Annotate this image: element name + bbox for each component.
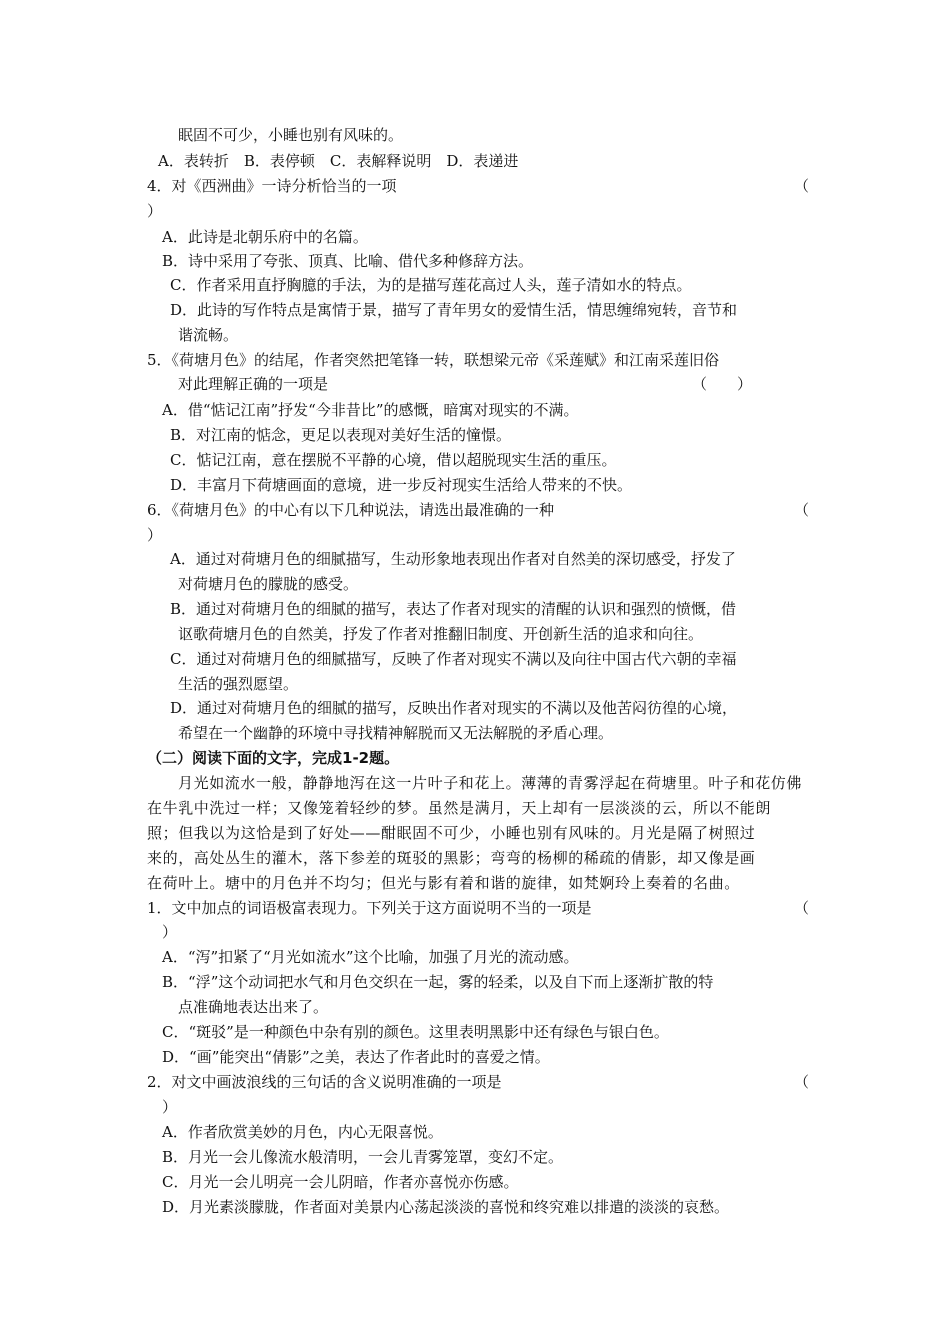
p1-option-c: C．“斑驳”是一种颜色中杂有别的颜色。这里表明黑影中还有绿色与银白色。 — [162, 1023, 669, 1041]
q6-answer-paren-open: （ — [794, 501, 810, 519]
p2-answer-paren-close: ） — [162, 1098, 178, 1116]
q6-option-d-line2: 希望在一个幽静的环境中寻找精神解脱而又无法解脱的矛盾心理。 — [178, 724, 614, 742]
p1-option-b-line2: 点准确地表达出来了。 — [178, 998, 329, 1016]
p2-option-a: A．作者欣赏美妙的月色，内心无限喜悦。 — [162, 1123, 443, 1141]
p2-stem: 2．对文中画波浪线的三句话的含义说明准确的一项是 — [147, 1073, 502, 1091]
p2-option-c: C．月光一会儿明亮一会儿阴暗，作者亦喜悦亦伤感。 — [162, 1173, 519, 1191]
q4-stem: 4．对《西洲曲》一诗分析恰当的一项 — [147, 177, 397, 195]
p2-answer-paren-open: （ — [794, 1073, 810, 1091]
q6-option-b-line1: B．通过对荷塘月色的细腻的描写，表达了作者对现实的清醒的认识和强烈的愤慨，借 — [170, 600, 737, 618]
section-heading: （二）阅读下面的文字，完成1-2题。 — [147, 749, 400, 767]
p2-option-d: D．月光素淡朦胧，作者面对美景内心荡起淡淡的喜悦和终究难以排遣的淡淡的哀愁。 — [162, 1198, 730, 1216]
q4-option-c: C．作者采用直抒胸臆的手法，为的是描写莲花高过人头，莲子清如水的特点。 — [170, 276, 692, 294]
q4-option-d-line2: 谐流畅。 — [178, 326, 239, 344]
p1-option-b-line1: B．“浮”这个动词把水气和月色交织在一起，雾的轻柔，以及自下而上逐渐扩散的特 — [162, 973, 714, 991]
quote-tail: 眠固不可少，小睡也别有风味的。 — [178, 126, 404, 144]
q4-answer-paren-close: ） — [147, 202, 163, 220]
q5-option-d: D．丰富月下荷塘画面的意境，进一步反衬现实生活给人带来的不快。 — [170, 476, 633, 494]
q5-option-b: B．对江南的惦念，更足以表现对美好生活的憧憬。 — [170, 426, 512, 444]
q6-option-d-line1: D．通过对荷塘月色的细腻的描写，反映出作者对现实的不满以及他苦闷彷徨的心境， — [170, 699, 738, 717]
p2-option-b: B．月光一会儿像流水般清明，一会儿青雾笼罩，变幻不定。 — [162, 1148, 564, 1166]
p1-option-d: D．“画”能突出“倩影”之美，表达了作者此时的喜爱之情。 — [162, 1048, 550, 1066]
p1-answer-paren-open: （ — [794, 899, 810, 917]
passage-line: 照；但我以为这恰是到了好处——酣眠固不可少，小睡也别有风味的。月光是隔了树照过 — [147, 824, 756, 842]
passage-line: 在牛乳中洗过一样；又像笼着轻纱的梦。虽然是满月，天上却有一层淡淡的云，所以不能朗 — [147, 799, 772, 817]
q5-option-c: C．惦记江南，意在摆脱不平静的心境，借以超脱现实生活的重压。 — [170, 451, 617, 469]
q4-answer-paren-open: （ — [794, 177, 810, 195]
passage-line: 月光如流水一般，静静地泻在这一片叶子和花上。薄薄的青雾浮起在荷塘里。叶子和花仿佛 — [178, 774, 803, 792]
q6-answer-paren-close: ） — [147, 526, 163, 544]
p1-option-a: A．“泻”扣紧了“月光如流水”这个比喻，加强了月光的流动感。 — [162, 948, 579, 966]
passage-line: 来的，高处丛生的灌木，落下参差的斑驳的黑影；弯弯的杨柳的稀疏的倩影，却又像是画 — [147, 849, 756, 867]
q4-option-b: B．诗中采用了夸张、顶真、比喻、借代多种修辞方法。 — [162, 252, 534, 270]
prev-question-options: A．表转折 B．表停顿 C．表解释说明 D．表递进 — [158, 152, 519, 170]
q6-option-b-line2: 讴歌荷塘月色的自然美，抒发了作者对推翻旧制度、开创新生活的追求和向往。 — [178, 625, 704, 643]
q4-option-a: A．此诗是北朝乐府中的名篇。 — [162, 228, 368, 246]
q5-stem-line2: 对此理解正确的一项是 — [178, 375, 329, 393]
q6-stem: 6．《荷塘月色》的中心有以下几种说法，请选出最准确的一种 — [147, 501, 555, 519]
q6-option-a-line2: 对荷塘月色的朦胧的感受。 — [178, 575, 359, 593]
p1-stem: 1．文中加点的词语极富表现力。下列关于这方面说明不当的一项是 — [147, 899, 592, 917]
q5-stem-line1: 5．《荷塘月色》的结尾，作者突然把笔锋一转，联想梁元帝《采莲赋》和江南采莲旧俗 — [147, 351, 720, 369]
q5-option-a: A．借“惦记江南”抒发“今非昔比”的感慨，暗寓对现实的不满。 — [162, 401, 579, 419]
q4-option-d-line1: D．此诗的写作特点是寓情于景，描写了青年男女的爱情生活，情思缠绵宛转，音节和 — [170, 301, 738, 319]
q6-option-c-line2: 生活的强烈愿望。 — [178, 675, 299, 693]
q6-option-a-line1: A．通过对荷塘月色的细腻描写，生动形象地表现出作者对自然美的深切感受，抒发了 — [170, 550, 736, 568]
q5-answer-paren: （ ） — [692, 375, 753, 393]
q6-option-c-line1: C．通过对荷塘月色的细腻描写，反映了作者对现实不满以及向往中国古代六朝的幸福 — [170, 650, 737, 668]
p1-answer-paren-close: ） — [162, 923, 178, 941]
passage-line: 在荷叶上。塘中的月色并不均匀；但光与影有着和谐的旋律，如梵婀玲上奏着的名曲。 — [147, 874, 740, 892]
